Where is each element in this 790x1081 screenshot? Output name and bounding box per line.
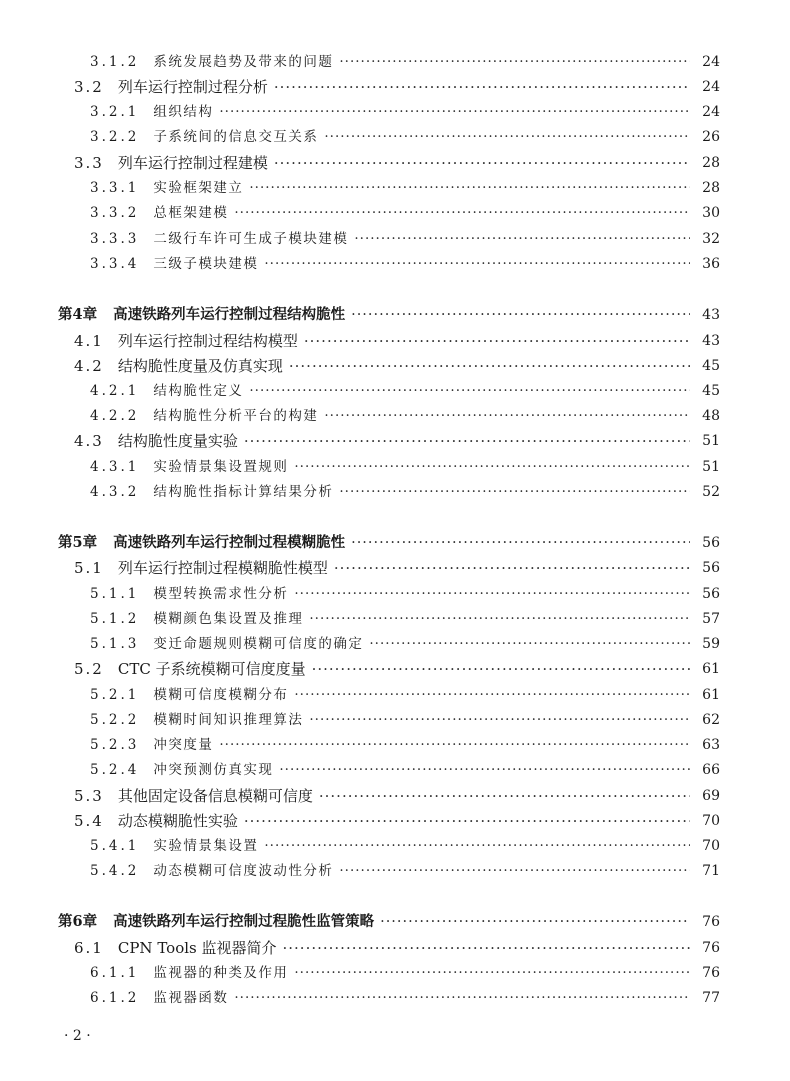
- entry-page: 45: [702, 383, 720, 399]
- toc-entry[interactable]: [90, 454, 720, 480]
- entry-title: 动态模糊可信度波动性分析: [153, 863, 334, 879]
- entry-title: CPN Tools 监视器简介: [117, 939, 277, 957]
- entry-page: 32: [702, 231, 720, 247]
- entry-number: 3.3: [74, 154, 104, 172]
- entry-number: 6.1.2: [90, 990, 140, 1006]
- toc-entry[interactable]: [90, 960, 720, 986]
- entry-page: 43: [702, 307, 720, 323]
- chapter-title: 高速铁路列车运行控制过程脆性监管策略: [113, 913, 375, 930]
- dot-leader: [334, 555, 690, 581]
- entry-number: 5.1.3: [90, 636, 140, 652]
- entry-page: 69: [702, 788, 720, 804]
- entry-page: 71: [702, 863, 720, 879]
- dot-leader: [249, 175, 690, 201]
- entry-title: 组织结构: [153, 104, 214, 120]
- entry-number: 4.3.2: [90, 484, 140, 500]
- entry-page: 52: [702, 484, 720, 500]
- entry-number: 5.4: [74, 812, 104, 830]
- entry-page: 63: [702, 737, 720, 753]
- dot-leader: [339, 858, 690, 884]
- entry-number: 3.3.2: [90, 205, 140, 221]
- entry-page: 59: [702, 636, 720, 652]
- entry-page: 61: [702, 687, 720, 703]
- toc-entry[interactable]: [90, 606, 720, 632]
- entry-title: 列车运行控制过程建模: [117, 154, 268, 172]
- entry-number: 3.2.2: [90, 129, 140, 145]
- entry-number: 4.3.1: [90, 459, 140, 475]
- entry-page: 56: [702, 535, 720, 551]
- entry-title: 其他固定设备信息模糊可信度: [117, 787, 313, 805]
- entry-number: 3.3.4: [90, 256, 140, 272]
- dot-leader: [289, 353, 690, 379]
- entry-title: 三级子模块建模: [153, 256, 259, 272]
- dot-leader: [249, 378, 690, 404]
- entry-number: 4.2.1: [90, 383, 140, 399]
- dot-leader: [319, 783, 690, 809]
- dot-leader: [380, 909, 690, 935]
- dot-leader: [244, 428, 690, 454]
- chapter-title: 高速铁路列车运行控制过程模糊脆性: [113, 534, 346, 551]
- dot-leader: [234, 200, 690, 226]
- entry-number: 4.2: [74, 357, 104, 375]
- toc-entry[interactable]: [74, 783, 720, 809]
- entry-page: 24: [702, 104, 720, 120]
- entry-title: 系统发展趋势及带来的问题: [153, 54, 334, 70]
- dot-leader: [369, 631, 690, 657]
- toc-entry[interactable]: [90, 403, 720, 429]
- toc-entry[interactable]: [74, 656, 720, 682]
- dot-leader: [354, 226, 690, 252]
- toc-entry[interactable]: [90, 226, 720, 252]
- dot-leader: [294, 960, 690, 986]
- toc-entry[interactable]: [90, 378, 720, 404]
- entry-number: 5.1: [74, 559, 104, 577]
- entry-page: 45: [702, 358, 720, 374]
- entry-title: 结构脆性定义: [153, 383, 244, 399]
- entry-page: 70: [702, 838, 720, 854]
- entry-title: 动态模糊脆性实验: [117, 812, 238, 830]
- entry-title: 结构脆性指标计算结果分析: [153, 484, 334, 500]
- dot-leader: [294, 581, 690, 607]
- chapter-title: 高速铁路列车运行控制过程结构脆性: [113, 306, 346, 323]
- toc-entry[interactable]: [74, 555, 720, 581]
- toc-entry[interactable]: [74, 428, 720, 454]
- entry-number: 5.2.2: [90, 712, 140, 728]
- entry-page: 77: [702, 990, 720, 1006]
- toc-entry[interactable]: [74, 74, 720, 100]
- dot-leader: [309, 606, 690, 632]
- toc-chapter-entry[interactable]: [58, 909, 720, 935]
- entry-page: 66: [702, 762, 720, 778]
- toc-entry[interactable]: [90, 858, 720, 884]
- entry-page: 56: [702, 560, 720, 576]
- entry-title: 结构脆性分析平台的构建: [153, 408, 319, 424]
- toc-entry[interactable]: [74, 808, 720, 834]
- dot-leader: [294, 682, 690, 708]
- entry-page: 28: [702, 155, 720, 171]
- entry-title: 二级行车许可生成子模块建模: [153, 231, 349, 247]
- entry-number: 4.2.2: [90, 408, 140, 424]
- entry-title: 模糊颜色集设置及推理: [153, 611, 304, 627]
- toc-entry[interactable]: [90, 581, 720, 607]
- entry-title: 实验框架建立: [153, 180, 244, 196]
- dot-leader: [339, 49, 690, 75]
- entry-title: 变迁命题规则模糊可信度的确定: [153, 636, 364, 652]
- entry-page: 24: [702, 54, 720, 70]
- entry-title: 结构脆性度量及仿真实现: [117, 357, 283, 375]
- chapter-number: 第6章: [58, 913, 98, 930]
- dot-leader: [274, 150, 690, 176]
- entry-page: 56: [702, 586, 720, 602]
- dot-leader: [244, 808, 690, 834]
- entry-page: 70: [702, 813, 720, 829]
- toc-entry[interactable]: [74, 935, 720, 961]
- dot-leader: [294, 454, 690, 480]
- dot-leader: [339, 479, 690, 505]
- entry-title: 子系统间的信息交互关系: [153, 129, 319, 145]
- entry-page: 30: [702, 205, 720, 221]
- toc-entry[interactable]: [90, 124, 720, 150]
- chapter-number: 第5章: [58, 534, 98, 551]
- entry-title: 实验情景集设置: [153, 838, 259, 854]
- entry-number: 3.3.3: [90, 231, 140, 247]
- dot-leader: [309, 707, 690, 733]
- entry-page: 24: [702, 79, 720, 95]
- dot-leader: [283, 935, 691, 961]
- entry-number: 5.4.1: [90, 838, 140, 854]
- entry-page: 76: [702, 914, 720, 930]
- toc-entry[interactable]: [90, 985, 720, 1011]
- toc-entry[interactable]: [90, 175, 720, 201]
- dot-leader: [264, 833, 690, 859]
- page-number-footer: · 2 ·: [64, 1028, 91, 1044]
- toc-entry[interactable]: [74, 150, 720, 176]
- dot-leader: [324, 124, 690, 150]
- entry-page: 43: [702, 333, 720, 349]
- toc-chapter-entry[interactable]: [58, 302, 720, 328]
- entry-number: 5.3: [74, 787, 104, 805]
- entry-number: 5.1.2: [90, 611, 140, 627]
- entry-number: 3.3.1: [90, 180, 140, 196]
- entry-number: 5.1.1: [90, 586, 140, 602]
- dot-leader: [312, 656, 690, 682]
- entry-number: 5.2.3: [90, 737, 140, 753]
- toc-entry[interactable]: [90, 200, 720, 226]
- toc-entry[interactable]: [90, 99, 720, 125]
- dot-leader: [324, 403, 690, 429]
- toc-entry[interactable]: [74, 353, 720, 379]
- dot-leader: [351, 302, 690, 328]
- entry-title: 实验情景集设置规则: [153, 459, 289, 475]
- entry-title: 模型转换需求性分析: [153, 586, 289, 602]
- toc-entry[interactable]: [90, 707, 720, 733]
- entry-page: 61: [702, 661, 720, 677]
- entry-number: 5.2.1: [90, 687, 140, 703]
- dot-leader: [351, 530, 690, 556]
- toc-entry[interactable]: [90, 732, 720, 758]
- entry-number: 3.2.1: [90, 104, 140, 120]
- entry-number: 5.4.2: [90, 863, 140, 879]
- dot-leader: [219, 732, 690, 758]
- entry-number: 5.2.4: [90, 762, 140, 778]
- dot-leader: [304, 328, 690, 354]
- dot-leader: [234, 985, 690, 1011]
- toc-entry[interactable]: [90, 251, 720, 277]
- entry-page: 48: [702, 408, 720, 424]
- entry-title: 列车运行控制过程模糊脆性模型: [117, 559, 328, 577]
- toc-entry[interactable]: [90, 833, 720, 859]
- entry-page: 51: [702, 433, 720, 449]
- entry-title: 模糊时间知识推理算法: [153, 712, 304, 728]
- entry-page: 51: [702, 459, 720, 475]
- entry-number: 3.1.2: [90, 54, 140, 70]
- toc-entry[interactable]: [90, 757, 720, 783]
- entry-page: 36: [702, 256, 720, 272]
- toc-entry[interactable]: [74, 328, 720, 354]
- entry-title: CTC 子系统模糊可信度度量: [117, 660, 306, 678]
- entry-title: 结构脆性度量实验: [117, 432, 238, 450]
- dot-leader: [264, 251, 690, 277]
- toc-entry[interactable]: [90, 49, 720, 75]
- entry-number: 4.1: [74, 332, 104, 350]
- entry-number: 5.2: [74, 660, 104, 678]
- entry-title: 列车运行控制过程分析: [117, 78, 268, 96]
- dot-leader: [219, 99, 690, 125]
- entry-title: 监视器的种类及作用: [153, 965, 289, 981]
- entry-number: 3.2: [74, 78, 104, 96]
- entry-title: 模糊可信度模糊分布: [153, 687, 289, 703]
- entry-number: 6.1: [74, 939, 104, 957]
- entry-page: 26: [702, 129, 720, 145]
- entry-title: 冲突度量: [153, 737, 214, 753]
- entry-title: 列车运行控制过程结构模型: [117, 332, 298, 350]
- entry-title: 总框架建模: [153, 205, 229, 221]
- toc-entry[interactable]: [90, 479, 720, 505]
- toc-entry[interactable]: [90, 631, 720, 657]
- entry-page: 28: [702, 180, 720, 196]
- entry-number: 4.3: [74, 432, 104, 450]
- entry-page: 62: [702, 712, 720, 728]
- dot-leader: [279, 757, 690, 783]
- toc-chapter-entry[interactable]: [58, 530, 720, 556]
- toc-entry[interactable]: [90, 682, 720, 708]
- entry-page: 76: [702, 940, 720, 956]
- chapter-number: 第4章: [58, 306, 98, 323]
- entry-title: 冲突预测仿真实现: [153, 762, 274, 778]
- entry-page: 76: [702, 965, 720, 981]
- entry-number: 6.1.1: [90, 965, 140, 981]
- entry-page: 57: [702, 611, 720, 627]
- entry-title: 监视器函数: [153, 990, 229, 1006]
- dot-leader: [274, 74, 690, 100]
